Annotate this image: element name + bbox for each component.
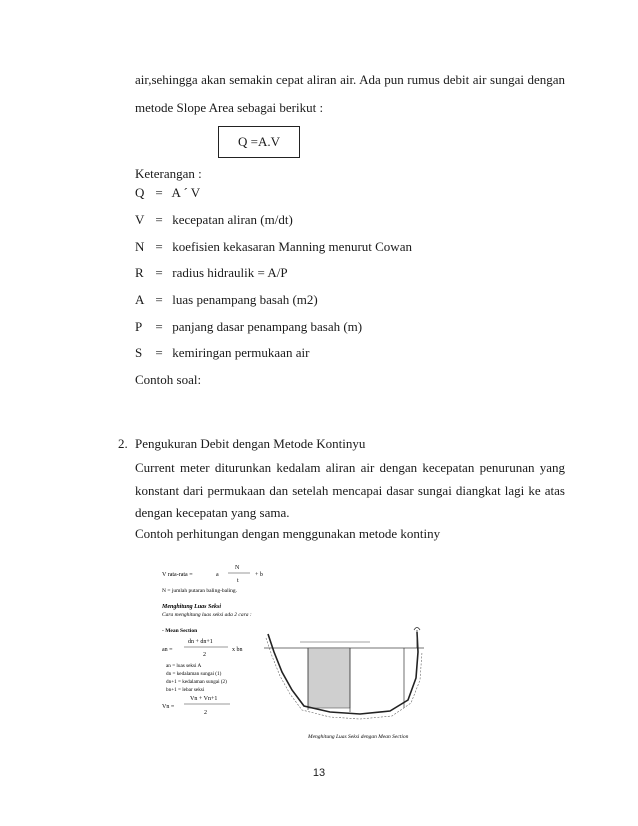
paragraph1-line2: metode Slope Area sebagai berikut : [135,100,324,115]
fig-legend-item: dn = kedalaman sungai (1) [166,671,222,677]
section2-number: 2. [118,436,128,451]
fig-heading: Menghitung Luas Seksi [162,604,222,610]
definition-symbol: Q [135,185,145,200]
page-number: 13 [312,767,326,779]
definition-v [135,212,293,228]
fig-an-den: 2 [203,652,206,658]
definition-text: panjang dasar penampang basah (m) [172,319,363,334]
definition-r [135,265,288,281]
fig-legend-item: bn+1 = lebar seksi [166,687,205,693]
keterangan-label: Keterangan : [135,166,202,181]
definition-equals: = [155,345,163,360]
definition-equals: = [155,292,163,307]
fig-method: - Mean Section [162,628,198,634]
fig-legend-item: an = luas seksi A [166,663,202,669]
formula-text: Q =A.V [238,134,280,149]
definition-symbol: S [135,345,143,360]
definition-symbol: A [135,292,145,307]
definition-symbol: N [135,239,145,254]
definition-text: A ´ V [171,185,201,200]
paragraph1-line1: air,sehingga akan semakin cepat aliran air. Ada pun rumus debit air sungai dengan [135,72,565,87]
river-cross-section [264,628,424,720]
definition-equals: = [155,265,163,280]
fig-an-num: dn + dn+1 [188,639,213,645]
fig-vn-num: Vn + Vn+1 [190,696,218,702]
fig-subheading: Cara menghitung luas seksi ada 2 cara : [162,612,252,618]
definition-a [135,292,318,308]
definition-equals: = [155,212,163,227]
fig-eq-tail: + b [255,572,263,578]
fig-eq-den: t [237,578,239,584]
definition-text: kemiringan permukaan air [172,345,310,360]
definition-s [135,345,309,361]
fig-caption: Menghitung Luas Seksi dengan Mean Section [308,734,409,740]
staff-gauge-icon [414,628,420,649]
definition-equals: = [155,185,163,200]
definition-symbol: P [135,319,143,334]
definition-q [135,185,200,201]
definition-equals: = [155,319,163,334]
definition-text: kecepatan aliran (m/dt) [172,212,293,227]
fig-eq-lhs: V rata-rata = [162,572,193,578]
definition-equals: = [155,239,163,254]
section2-example: Contoh perhitungan dengan menggunakan metode kontiny [135,526,441,541]
definition-text: koefisien kekasaran Manning menurut Cowan [172,239,412,254]
section2-para-line1: Current meter diturunkan kedalam aliran air dengan kecepatan penurunan yang [135,460,565,475]
fig-vn-den: 2 [204,710,207,716]
section2-para-line2: konstant dari permukaan dan setelah mencapai dasar sungai diangkat lagi ke atas [135,483,565,498]
fig-n-note: N = jumlah putaran baling-baling. [162,588,238,594]
definition-n [135,239,412,255]
mean-section-figure [160,560,428,746]
section2-title: Pengukuran Debit dengan Metode Kontinyu [135,436,366,451]
section2-para-line3: dengan kecepatan yang sama. [135,505,290,520]
definition-text: radius hidraulik = A/P [172,265,288,280]
definition-symbol: R [135,265,144,280]
contoh-soal: Contoh soal: [135,372,202,387]
fig-an-lhs: an = [162,647,173,653]
shaded-section [308,648,350,708]
fig-vn-lhs: Vn = [162,704,175,710]
definition-p [135,319,362,335]
definition-symbol: V [135,212,145,227]
formula-box [218,126,300,158]
fig-legend-item: dn+1 = kedalaman sungai (2) [166,679,227,685]
figure-svg [160,560,428,746]
fig-an-tail: x bn [232,647,243,653]
definition-text: luas penampang basah (m2) [172,292,318,307]
fig-eq-num: N [235,565,240,571]
fig-eq-a: a [216,572,219,578]
